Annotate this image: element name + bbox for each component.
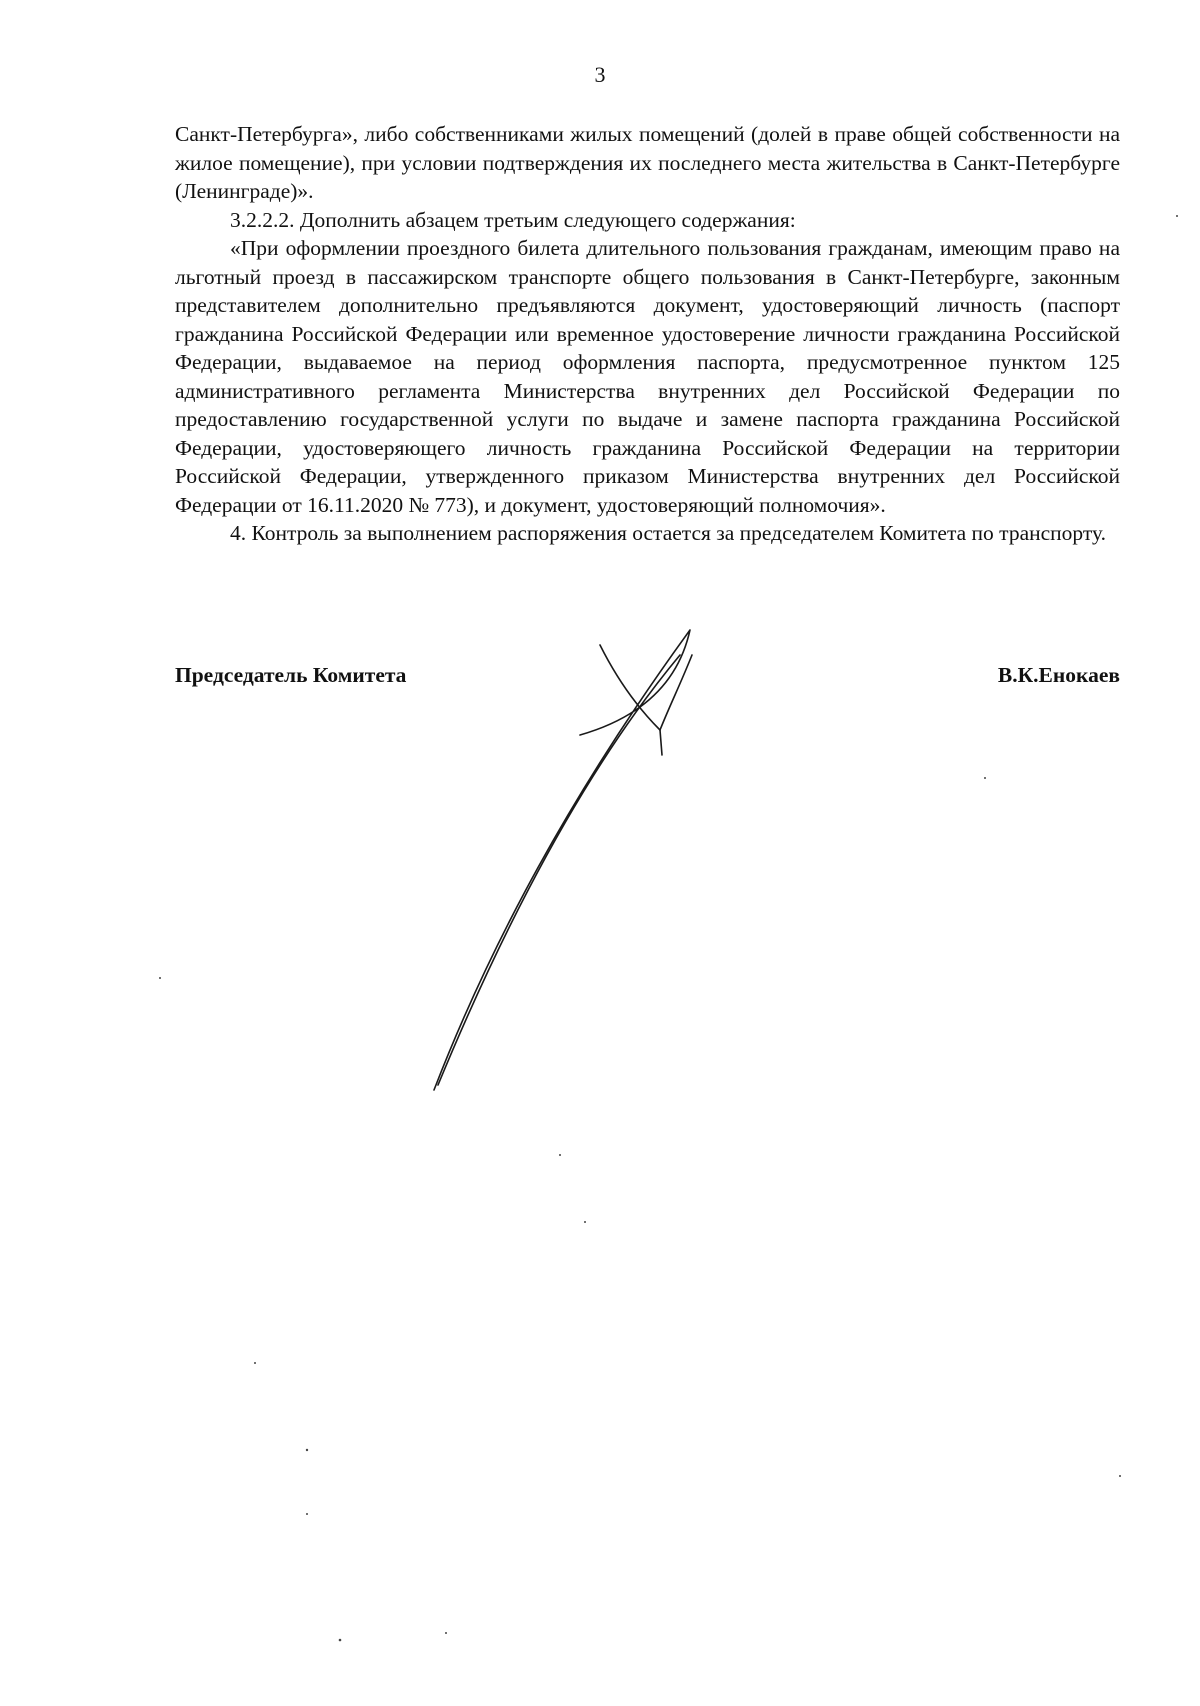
- paragraph: «При оформлении проездного билета длительного пользования гражданам, имеющим право на льготный проезд в пассажирском транспорте общего пользования в Санкт-Петербурге, законным представителем дополнительно предъявляются документ, удостоверяющий личность (паспорт гражданина Российской Федерации или временное удостоверение личности гражданина Российской Федерации, выдаваемое на период оформления паспорта, предусмотренное пунктом 125 административного регламента Министерства внутренних дел Российской Федерации по предоставлению государственной услуги по выдаче и замене паспорта гражданина Российской Федерации, удостоверяющего личность гражданина Российской Федерации на территории Российской Федерации, утвержденного приказом Министерства внутренних дел Российской Федерации от 16.11.2020 № 773), и документ, удостоверяющий полномочия».: [175, 236, 1120, 517]
- paragraph: 4. Контроль за выполнением распоряжения остается за председателем Комитета по транспорту.: [230, 521, 1106, 545]
- handwritten-signature: [430, 615, 780, 1095]
- signatory-position: Председатель Комитета: [175, 663, 407, 687]
- signatory-name: В.К.Енокаев: [997, 663, 1120, 687]
- document-body: [175, 120, 1120, 548]
- paragraph: Санкт-Петербурга», либо собственниками жилых помещений (долей в праве общей собственности на жилое помещение), при условии подтверждения их последнего места жительства в Санкт-Петербурге (Ленинграде)».: [175, 122, 1120, 203]
- paragraph: 3.2.2.2. Дополнить абзацем третьим следующего содержания:: [230, 207, 796, 232]
- page-number: 3: [594, 62, 606, 87]
